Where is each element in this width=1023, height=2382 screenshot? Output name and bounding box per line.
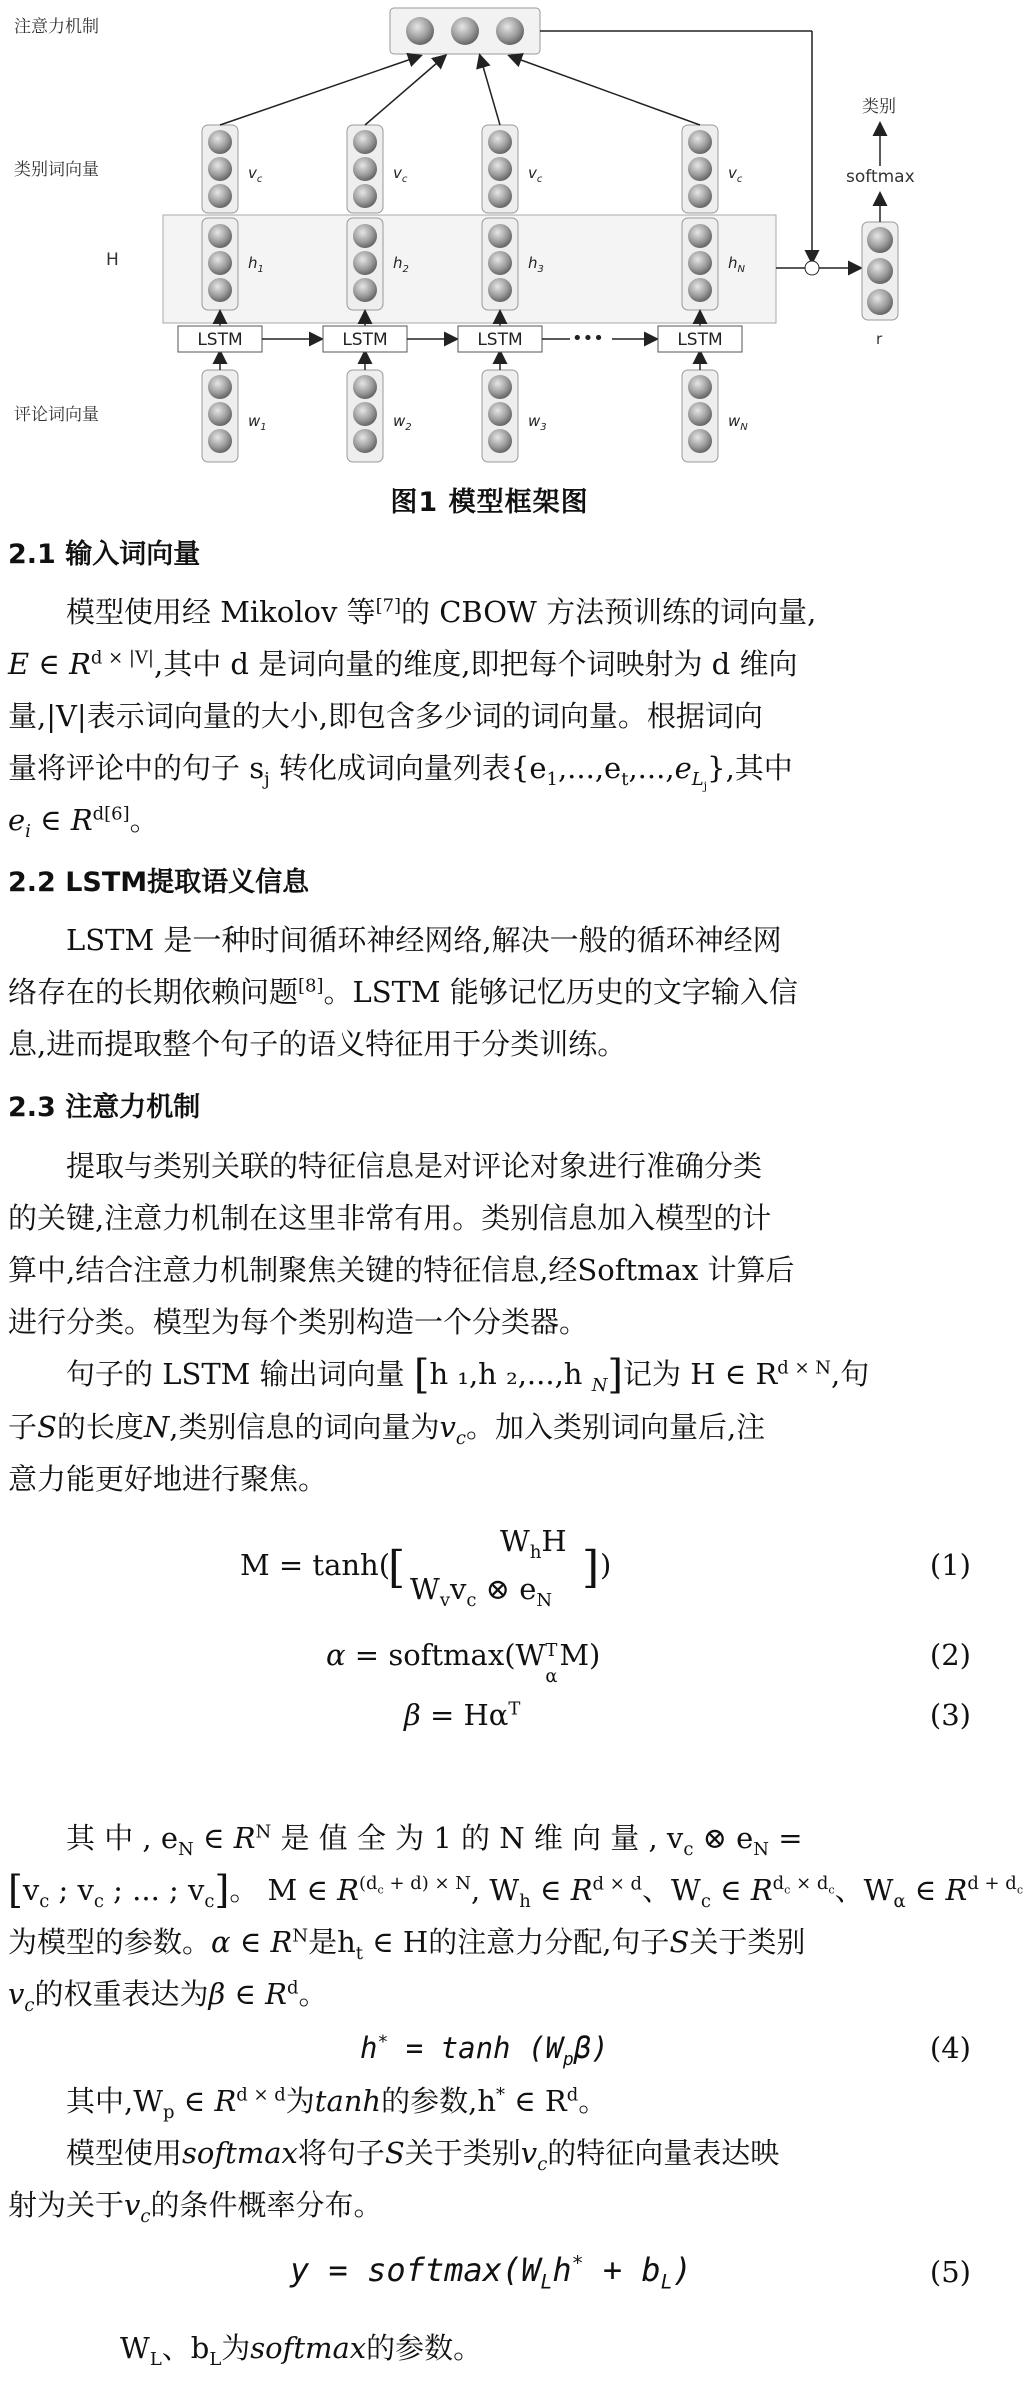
ellipsis-dots: ••• (572, 328, 604, 349)
category-vector-label: $v_c$ (528, 164, 543, 185)
lstm-label: LSTM (197, 330, 243, 350)
label-review-vector: 评论词向量 (14, 405, 99, 425)
word-vector-label: $w_1$ (248, 412, 267, 433)
attention-nodes (406, 17, 524, 45)
word-vector-label: $w_2$ (393, 412, 412, 433)
paragraph-2-3-a: 提取与类别关联的特征信息是对评论对象进行准确分类 的关键,注意力机制在这里非常有用。类别信息加入模型的计 算中,结合注意力机制聚焦关键的特征信息,经Softmax 计算后 进行分类。模型为每个类别构造一个分类器。 (8, 1149, 795, 1339)
category-vector-label: $v_c$ (248, 164, 263, 185)
hidden-state-label: $h_1$ (248, 254, 264, 275)
lstm-cell (458, 326, 542, 352)
combine-node (805, 261, 819, 275)
lstm-cell (323, 326, 407, 352)
equation-1: M = tanh( [ $W_hH$ $W_vv_c$ ⊗ $e_N$ ] ) (1) (240, 1524, 971, 1611)
model-framework-diagram (0, 0, 979, 475)
model-framework-figure (0, 0, 979, 475)
label-attention: 注意力机制 (14, 17, 99, 37)
equation-3: $\beta = H\alpha^T$ (3) (404, 1698, 971, 1732)
column-3 (480, 56, 547, 462)
paragraph-2-1: 模型使用经 Mikolov 等[7]的 CBOW 方法预训练的词向量, E ∈ $R^{d \times |V|}$,其中 d 是词向量的维度,即把每个词映射为 d 维向 量,|V|表示词向量的大小,即包含多少词的词向量。根据词向 量将评论中的句子 $s_j$ 转化成词向量列表$\{e_1,...,e_t,...,e_{L_j}\}$,其中 $e_i$ ∈ $R^{d[6]}$。 (8, 595, 817, 842)
lstm-cell (658, 326, 742, 352)
lstm-label: LSTM (477, 330, 523, 350)
section-heading-2-3: 2.3 注意力机制 (8, 1092, 201, 1123)
output-category-label: 类别 (862, 97, 896, 117)
word-vector-label: $w_N$ (728, 412, 748, 433)
label-H: H (106, 250, 119, 270)
lstm-label: LSTM (342, 330, 388, 350)
figure-caption: 图1 模型框架图 (390, 487, 589, 518)
section-heading-2-2: 2.2 LSTM提取语义信息 (8, 867, 310, 898)
paragraph-softmax: 其中$,W_p$ ∈ $R^{d \times d}$为tanh的参数,h* ∈ $R^d$。 模型使用softmax将句子S关于类别$v_c$的特征向量表达映 射为关于$v_c$的条件概率分布。 (8, 2084, 780, 2227)
paragraph-2-2: LSTM 是一种时间循环神经网络,解决一般的循环神经网 络存在的长期依赖问题[8]。LSTM 能够记忆历史的文字输入信 息,进而提取整个句子的语义特征用于分类训练。 (8, 923, 798, 1061)
lstm-cell (178, 326, 262, 352)
lstm-label: LSTM (677, 330, 723, 350)
paragraph-softmax-params: $W_L$、$b_L$为softmax的参数。 (120, 2331, 483, 2370)
category-vector-label: $v_c$ (728, 164, 743, 185)
r-label: r (876, 330, 883, 348)
category-vector-label: $v_c$ (393, 164, 408, 185)
paragraph-2-3-b: 句子的 LSTM 输出词向量 [h ₁,h ₂,...,h $_N$]记为 H ∈ $R^{d \times N}$,句 子S的长度N,类别信息的词向量为$v_c$。加入类别词向量后,注 意力能更好地进行聚焦。 (8, 1352, 870, 1496)
hidden-state-label: $h_N$ (728, 254, 745, 275)
label-category-vector: 类别词向量 (14, 160, 99, 180)
section-heading-2-1: 2.1 输入词向量 (8, 539, 201, 570)
paragraph-parameters: 其 中 , $e_N$ ∈ $R^N$ 是 值 全 为 1 的 N 维 向 量 , $v_c$ ⊗ $e_N$ = [$v_c$ ; $v_c$ ; ... ; $v_c$]。 M ∈ $R^{(d_c + d) \times N}$, $W_h$ ∈ $R^{d \times d}$、$W_c$ ∈ $R^{d_c \times d_c}$、$W_\alpha$ ∈ $R^{d + d_c}$ 为模型的参数。α ∈ $R^N$是$h_t$ ∈ H的注意力分配,句子S关于类别 $v_c$的权重表达为β ∈ $R^d$。 (8, 1821, 1023, 2016)
hidden-state-label: $h_2$ (393, 254, 409, 275)
hidden-state-label: $h_3$ (528, 254, 544, 275)
word-vector-label: $w_3$ (528, 412, 547, 433)
equation-2: α = softmax(W T α M) (2) (326, 1638, 971, 1687)
equation-5: $y = softmax(W_Lh^* + b_L)$ (5) (290, 2251, 971, 2294)
softmax-label: softmax (846, 167, 915, 187)
equation-4: $h^* = \tanh (W_p\beta)$ (4) (360, 2031, 971, 2070)
